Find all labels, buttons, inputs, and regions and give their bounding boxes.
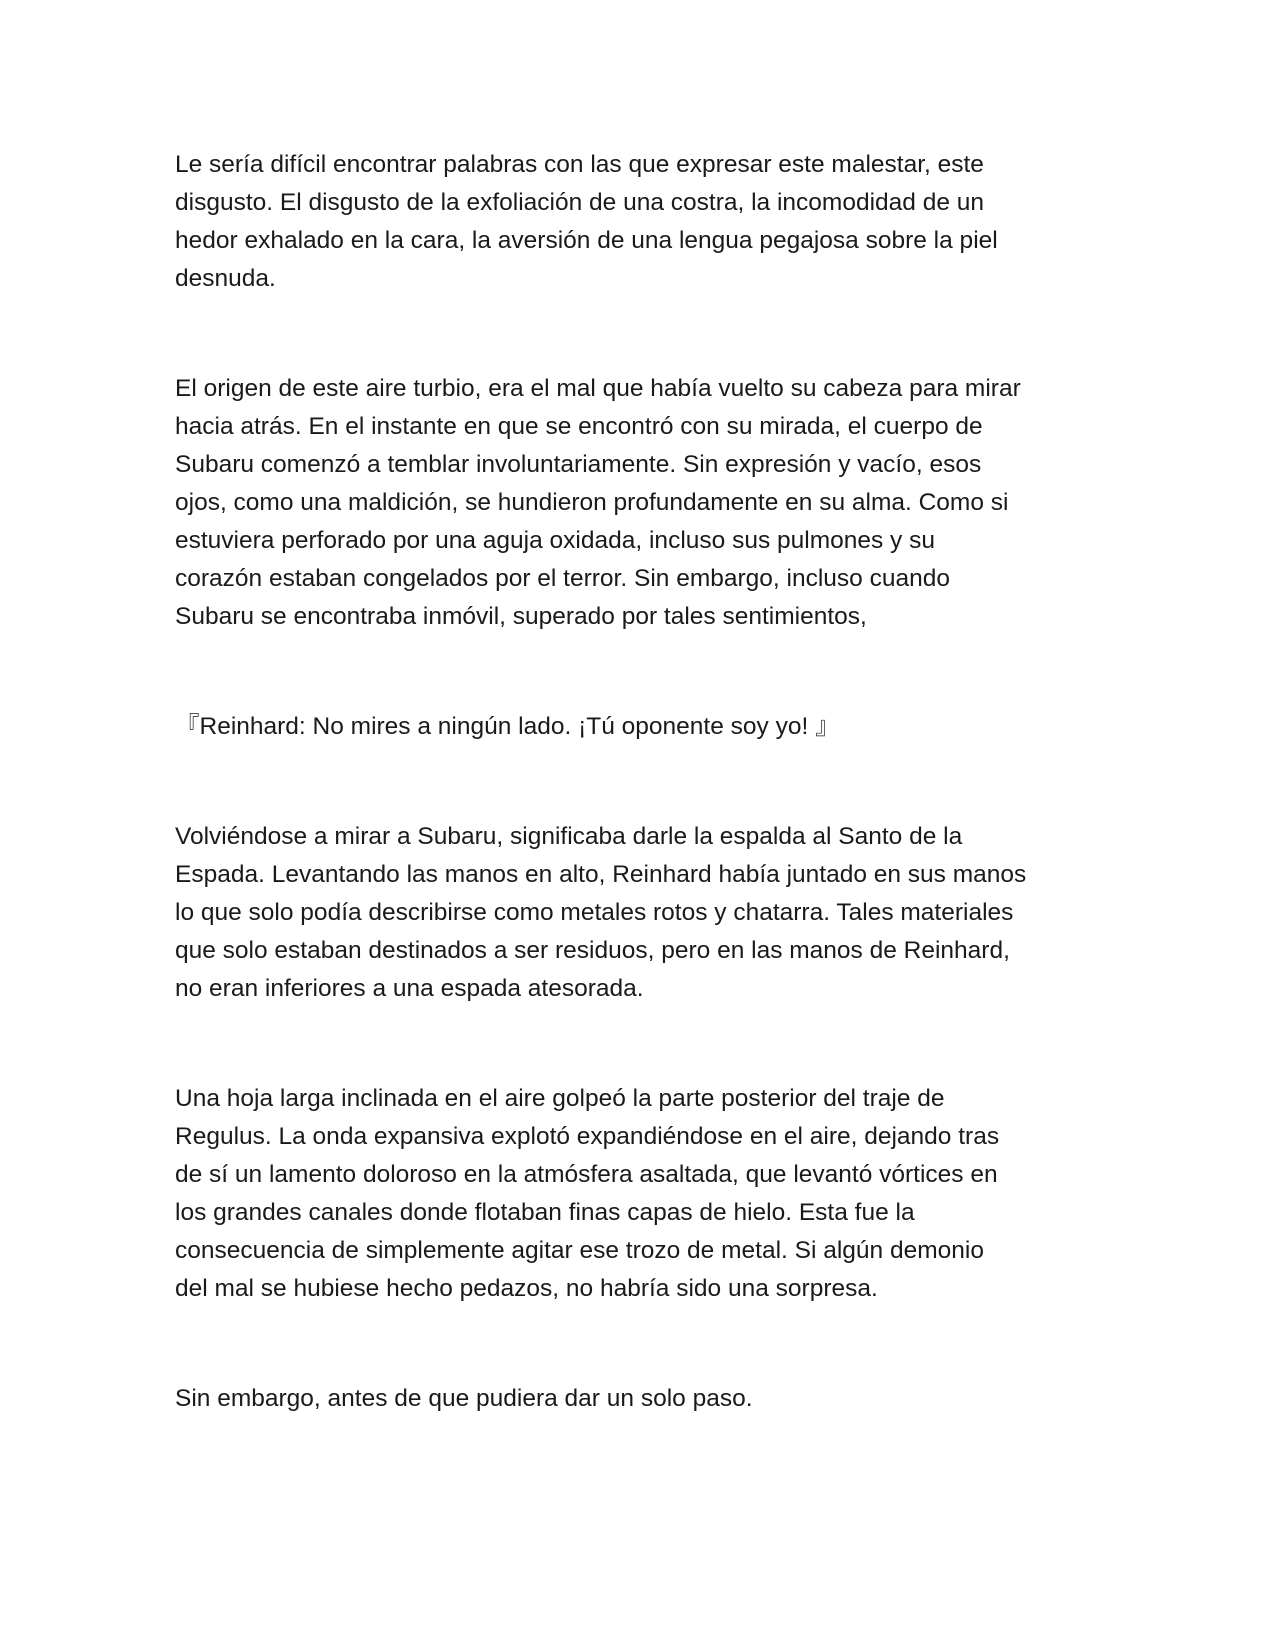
paragraph-6 bbox=[175, 1380, 1105, 1418]
text-line: Le sería difícil encontrar palabras con las que expresar este malestar, este bbox=[175, 151, 984, 178]
text-line: corazón estaban congelados por el terror. Sin embargo, incluso cuando bbox=[175, 565, 950, 592]
dialogue-line bbox=[175, 708, 1105, 746]
text-line: Una hoja larga inclinada en el aire golpeó la parte posterior del traje de bbox=[175, 1085, 945, 1112]
paragraph-2 bbox=[175, 370, 1105, 636]
text-line: Subaru se encontraba inmóvil, superado por tales sentimientos, bbox=[175, 603, 867, 630]
text-line: consecuencia de simplemente agitar ese trozo de metal. Si algún demonio bbox=[175, 1237, 984, 1264]
text-line: no eran inferiores a una espada atesorada. bbox=[175, 975, 644, 1002]
paragraph-spacer bbox=[175, 1308, 1105, 1380]
text-line: El origen de este aire turbio, era el mal que había vuelto su cabeza para mirar bbox=[175, 375, 1021, 402]
text-line: que solo estaban destinados a ser residuos, pero en las manos de Reinhard, bbox=[175, 937, 1010, 964]
paragraph-spacer bbox=[175, 636, 1105, 708]
text-line: los grandes canales donde flotaban finas capas de hielo. Esta fue la bbox=[175, 1199, 915, 1226]
text-line: Subaru comenzó a temblar involuntariamente. Sin expresión y vacío, esos bbox=[175, 451, 982, 478]
text-line: ojos, como una maldición, se hundieron profundamente en su alma. Como si bbox=[175, 489, 1009, 516]
paragraph-spacer bbox=[175, 1008, 1105, 1080]
text-line: Volviéndose a mirar a Subaru, significaba darle la espalda al Santo de la bbox=[175, 823, 963, 850]
paragraph-spacer bbox=[175, 746, 1105, 818]
text-line: Regulus. La onda expansiva explotó expandiéndose en el aire, dejando tras bbox=[175, 1123, 1000, 1150]
paragraph-1 bbox=[175, 146, 1105, 298]
text-line: hedor exhalado en la cara, la aversión de una lengua pegajosa sobre la piel bbox=[175, 227, 998, 254]
text-line: Espada. Levantando las manos en alto, Reinhard había juntado en sus manos bbox=[175, 861, 1027, 888]
text-line: disgusto. El disgusto de la exfoliación de una costra, la incomodidad de un bbox=[175, 189, 985, 216]
text-line: lo que solo podía describirse como metales rotos y chatarra. Tales materiales bbox=[175, 899, 1014, 926]
text-line: 『Reinhard: No mires a ningún lado. ¡Tú oponente soy yo! 』 bbox=[175, 713, 840, 740]
text-line: estuviera perforado por una aguja oxidada, incluso sus pulmones y su bbox=[175, 527, 935, 554]
paragraph-5 bbox=[175, 1080, 1105, 1308]
text-line: desnuda. bbox=[175, 265, 276, 292]
text-line: Sin embargo, antes de que pudiera dar un solo paso. bbox=[175, 1385, 753, 1412]
text-line: del mal se hubiese hecho pedazos, no habría sido una sorpresa. bbox=[175, 1275, 878, 1302]
paragraph-spacer bbox=[175, 298, 1105, 370]
text-line: de sí un lamento doloroso en la atmósfera asaltada, que levantó vórtices en bbox=[175, 1161, 998, 1188]
text-line: hacia atrás. En el instante en que se encontró con su mirada, el cuerpo de bbox=[175, 413, 983, 440]
document-body bbox=[175, 146, 1105, 1418]
paragraph-4 bbox=[175, 818, 1105, 1008]
